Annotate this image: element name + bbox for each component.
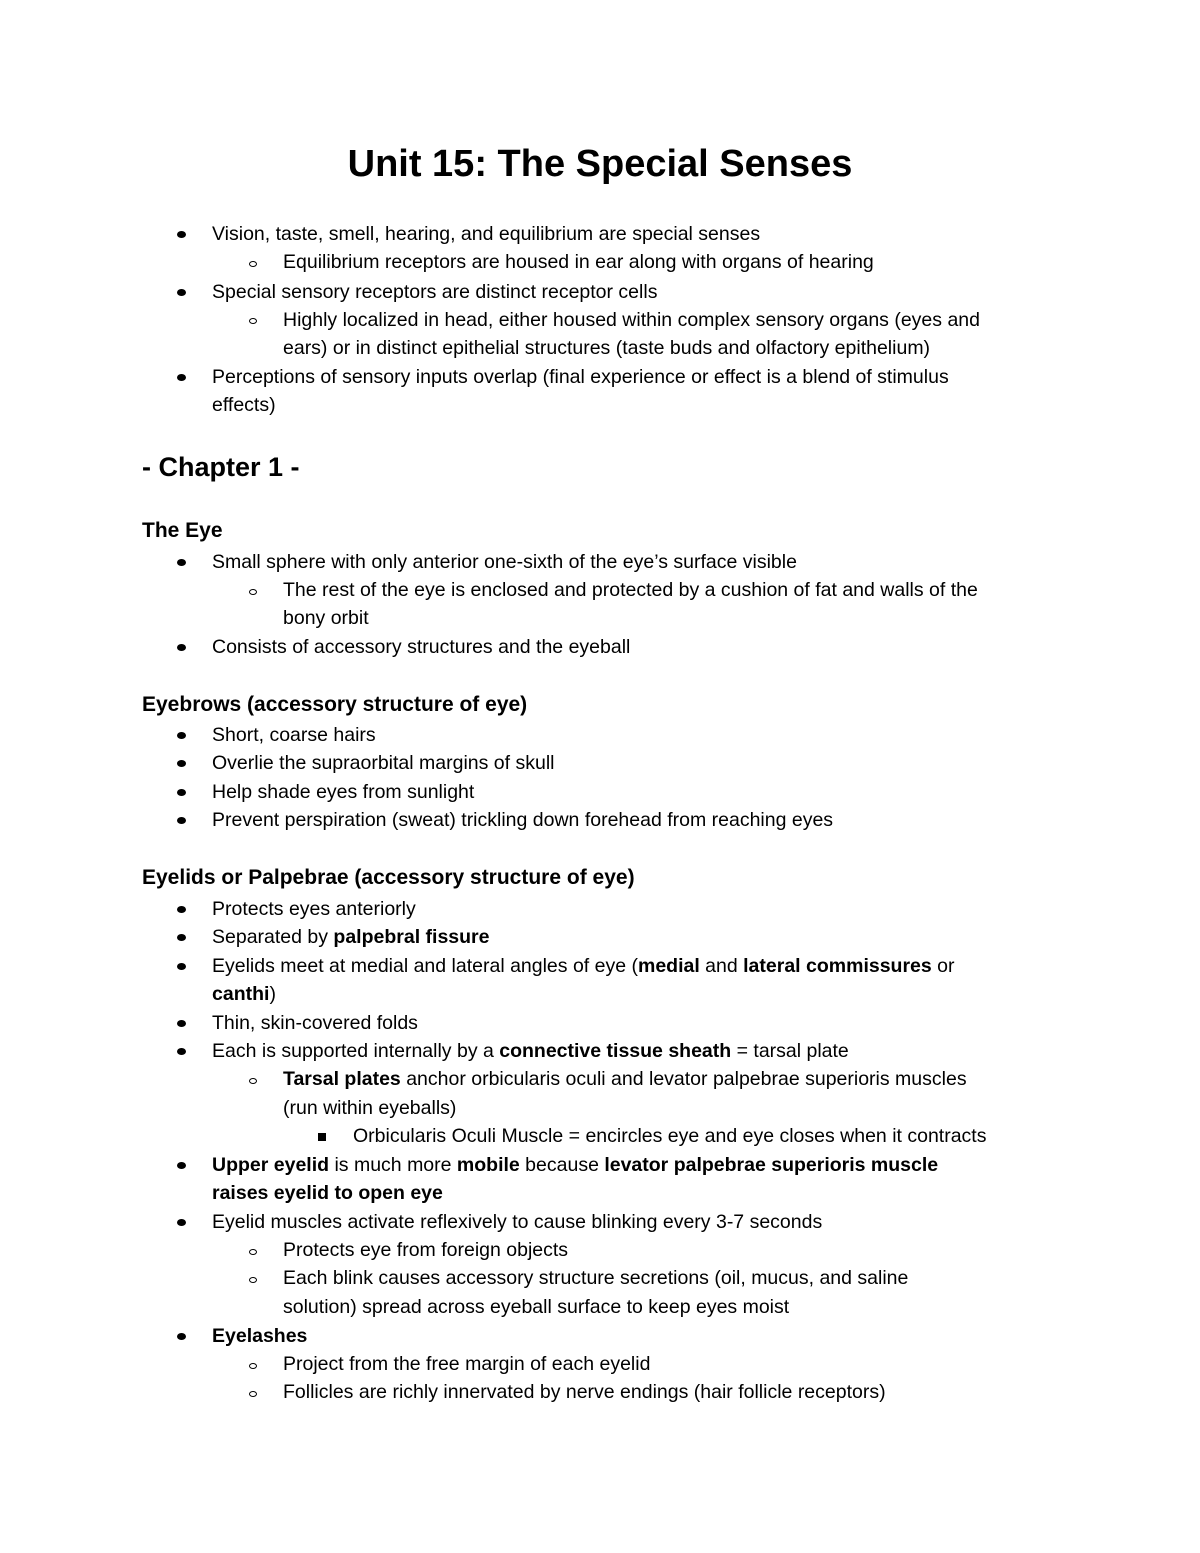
bullet-circle bbox=[249, 589, 257, 595]
list-item: Special sensory receptors are distinct receptor cells bbox=[212, 281, 658, 303]
bullet-dot bbox=[177, 789, 186, 796]
list-item: Tarsal plates anchor orbicularis oculi and levator palpebrae superioris muscles bbox=[283, 1068, 967, 1090]
list-item: Each is supported internally by a connective tissue sheath = tarsal plate bbox=[212, 1040, 849, 1062]
list-item-continuation: canthi) bbox=[212, 983, 276, 1005]
bullet-circle bbox=[249, 318, 257, 324]
list-item: Vision, taste, smell, hearing, and equilibrium are special senses bbox=[212, 223, 761, 245]
bullet-dot bbox=[177, 906, 186, 913]
bullet-dot bbox=[177, 1048, 186, 1055]
page-title: Unit 15: The Special Senses bbox=[347, 143, 853, 185]
list-item: Protects eyes anteriorly bbox=[212, 898, 416, 920]
list-item: Eyelid muscles activate reflexively to cause blinking every 3-7 seconds bbox=[212, 1211, 823, 1233]
list-item: Prevent perspiration (sweat) trickling down forehead from reaching eyes bbox=[212, 809, 834, 831]
bullet-dot bbox=[177, 559, 186, 566]
bullet-dot bbox=[177, 1333, 186, 1340]
bullet-dot bbox=[177, 760, 186, 767]
list-item: Equilibrium receptors are housed in ear along with organs of hearing bbox=[283, 251, 874, 273]
list-item: Help shade eyes from sunlight bbox=[212, 781, 475, 803]
list-item-continuation: bony orbit bbox=[283, 607, 369, 629]
list-item-continuation: solution) spread across eyeball surface to keep eyes moist bbox=[283, 1296, 790, 1318]
list-item: Protects eye from foreign objects bbox=[283, 1239, 569, 1261]
list-item: Upper eyelid is much more mobile because levator palpebrae superioris muscle bbox=[212, 1154, 939, 1176]
list-item: Thin, skin-covered folds bbox=[212, 1012, 418, 1034]
bullet-dot bbox=[177, 1020, 186, 1027]
bullet-circle bbox=[249, 1249, 257, 1255]
list-item: Consists of accessory structures and the eyeball bbox=[212, 636, 631, 658]
bullet-dot bbox=[177, 231, 186, 238]
bullet-dot bbox=[177, 817, 186, 824]
list-item: Orbicularis Oculi Muscle = encircles eye and eye closes when it contracts bbox=[353, 1125, 987, 1147]
list-item: Eyelashes bbox=[212, 1325, 308, 1347]
bullet-dot bbox=[177, 934, 186, 941]
list-item: The rest of the eye is enclosed and protected by a cushion of fat and walls of the bbox=[283, 579, 978, 601]
list-item: Highly localized in head, either housed within complex sensory organs (eyes and bbox=[283, 309, 980, 331]
list-item: Overlie the supraorbital margins of skull bbox=[212, 752, 555, 774]
list-item-continuation: effects) bbox=[212, 394, 276, 416]
list-item: Each blink causes accessory structure secretions (oil, mucus, and saline bbox=[283, 1267, 909, 1289]
bullet-dot bbox=[177, 644, 186, 651]
list-item: Separated by palpebral fissure bbox=[212, 926, 490, 948]
bullet-circle bbox=[249, 1078, 257, 1084]
bullet-dot bbox=[177, 374, 186, 381]
bullet-circle bbox=[249, 1277, 257, 1283]
bullet-dot bbox=[177, 1162, 186, 1169]
chapter-heading: - Chapter 1 - bbox=[142, 452, 300, 482]
list-item: Eyelids meet at medial and lateral angles of eye (medial and lateral commissures or bbox=[212, 955, 955, 977]
section-heading-eye: The Eye bbox=[142, 519, 223, 542]
list-item: Project from the free margin of each eyelid bbox=[283, 1353, 651, 1375]
bullet-circle bbox=[249, 261, 257, 267]
list-item: Perceptions of sensory inputs overlap (final experience or effect is a blend of stimulus bbox=[212, 366, 949, 388]
list-item-continuation: raises eyelid to open eye bbox=[212, 1182, 443, 1204]
bullet-square bbox=[318, 1133, 326, 1141]
bullet-dot bbox=[177, 732, 186, 739]
list-item: Follicles are richly innervated by nerve endings (hair follicle receptors) bbox=[283, 1381, 886, 1403]
section-heading-eyelids: Eyelids or Palpebrae (accessory structure of eye) bbox=[142, 866, 635, 889]
bullet-circle bbox=[249, 1391, 257, 1397]
bullet-dot bbox=[177, 289, 186, 296]
section-heading-eyebrows: Eyebrows (accessory structure of eye) bbox=[142, 693, 528, 716]
bullet-circle bbox=[249, 1363, 257, 1369]
list-item-continuation: (run within eyeballs) bbox=[283, 1097, 457, 1119]
list-item: Short, coarse hairs bbox=[212, 724, 376, 746]
bullet-dot bbox=[177, 1219, 186, 1226]
list-item: Small sphere with only anterior one-sixth of the eye’s surface visible bbox=[212, 551, 797, 573]
bullet-dot bbox=[177, 963, 186, 970]
list-item-continuation: ears) or in distinct epithelial structures (taste buds and olfactory epithelium) bbox=[283, 337, 931, 359]
